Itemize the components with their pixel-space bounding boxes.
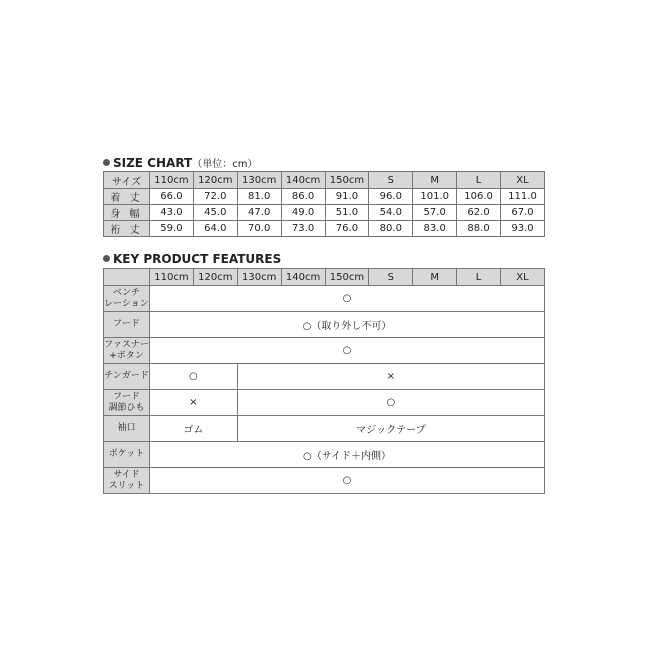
table-row <box>104 205 545 221</box>
row-label: 裄 丈 <box>104 221 150 237</box>
table-row <box>104 442 545 468</box>
bullet-dot-icon <box>103 255 110 262</box>
size-value: 111.0 <box>501 189 545 205</box>
table-row <box>104 189 545 205</box>
size-chart-heading <box>103 156 257 170</box>
row-label <box>104 416 150 442</box>
size-value: 72.0 <box>193 189 237 205</box>
size-chart-title: SIZE CHART <box>113 156 193 170</box>
size-col-header: L <box>457 172 501 189</box>
size-corner-cell: サイズ <box>104 172 150 189</box>
size-value: 45.0 <box>193 205 237 221</box>
size-col-header: 110cm <box>150 172 194 189</box>
feature-value: ○（取り外し不可） <box>150 312 545 338</box>
size-value: 93.0 <box>501 221 545 237</box>
size-chart-section <box>103 171 545 237</box>
features-title: KEY PRODUCT FEATURES <box>113 252 282 266</box>
feature-value: ○（サイド＋内側） <box>150 442 545 468</box>
row-label <box>104 364 150 390</box>
bullet-dot-icon <box>103 159 110 166</box>
size-value: 101.0 <box>413 189 457 205</box>
size-value: 76.0 <box>325 221 369 237</box>
size-value: 51.0 <box>325 205 369 221</box>
feature-value-kids: ○ <box>150 364 238 390</box>
feature-value-adult: マジックテープ <box>237 416 544 442</box>
table-row <box>104 312 545 338</box>
row-label-line: ファスナー <box>104 339 149 350</box>
size-value: 43.0 <box>150 205 194 221</box>
size-value: 62.0 <box>457 205 501 221</box>
size-chart-table <box>103 171 545 237</box>
features-col-header: S <box>369 269 413 286</box>
table-row <box>104 338 545 364</box>
row-label-line: チンガード <box>104 371 149 381</box>
row-label-line: ベンチ <box>112 287 140 298</box>
size-col-header: XL <box>501 172 545 189</box>
feature-value-kids: ゴム <box>150 416 238 442</box>
size-value: 66.0 <box>150 189 194 205</box>
size-value: 106.0 <box>457 189 501 205</box>
row-label-line: +ボタン <box>109 350 144 361</box>
size-value: 81.0 <box>237 189 281 205</box>
size-value: 57.0 <box>413 205 457 221</box>
features-col-header: 140cm <box>281 269 325 286</box>
feature-value-kids: × <box>150 390 238 416</box>
feature-value: ○ <box>150 338 545 364</box>
features-col-header: XL <box>501 269 545 286</box>
size-value: 70.0 <box>237 221 281 237</box>
size-value: 47.0 <box>237 205 281 221</box>
size-value: 67.0 <box>501 205 545 221</box>
size-chart-unit: （単位：cm） <box>192 159 258 170</box>
size-col-header: 120cm <box>193 172 237 189</box>
row-label-line: 袖口 <box>117 423 136 433</box>
row-label-line: ポケット <box>108 449 145 459</box>
row-label-line: レーション <box>104 298 149 309</box>
features-section <box>103 268 545 494</box>
size-value: 73.0 <box>281 221 325 237</box>
row-label-line: フード <box>113 391 140 402</box>
table-row <box>104 468 545 494</box>
size-col-header: M <box>413 172 457 189</box>
size-value: 96.0 <box>369 189 413 205</box>
features-corner-cell <box>104 269 150 286</box>
row-label: 身 幅 <box>104 205 150 221</box>
features-col-header: 110cm <box>150 269 194 286</box>
features-heading <box>103 252 281 266</box>
table-row <box>104 221 545 237</box>
row-label <box>104 286 150 312</box>
feature-value: ○ <box>150 468 545 494</box>
row-label-line: 調節ひも <box>108 402 145 413</box>
features-header-row <box>104 269 545 286</box>
size-value: 88.0 <box>457 221 501 237</box>
row-label-line: スリット <box>108 480 145 491</box>
size-col-header: 140cm <box>281 172 325 189</box>
size-value: 83.0 <box>413 221 457 237</box>
size-col-header: 150cm <box>325 172 369 189</box>
row-label: 着 丈 <box>104 189 150 205</box>
feature-value-adult: ○ <box>237 390 544 416</box>
row-label <box>104 390 150 416</box>
size-value: 59.0 <box>150 221 194 237</box>
row-label-line: サイド <box>113 469 140 480</box>
features-col-header: L <box>457 269 501 286</box>
features-col-header: 130cm <box>237 269 281 286</box>
table-row <box>104 416 545 442</box>
size-value: 64.0 <box>193 221 237 237</box>
size-value: 91.0 <box>325 189 369 205</box>
row-label-line: フード <box>113 319 140 329</box>
row-label <box>104 442 150 468</box>
size-col-header: S <box>369 172 413 189</box>
features-col-header: 150cm <box>325 269 369 286</box>
feature-value: ○ <box>150 286 545 312</box>
row-label <box>104 338 150 364</box>
feature-value-adult: × <box>237 364 544 390</box>
row-label <box>104 468 150 494</box>
size-header-row <box>104 172 545 189</box>
size-value: 49.0 <box>281 205 325 221</box>
size-value: 86.0 <box>281 189 325 205</box>
size-col-header: 130cm <box>237 172 281 189</box>
table-row <box>104 390 545 416</box>
size-value: 80.0 <box>369 221 413 237</box>
size-value: 54.0 <box>369 205 413 221</box>
table-row <box>104 364 545 390</box>
table-row <box>104 286 545 312</box>
features-col-header: M <box>413 269 457 286</box>
row-label <box>104 312 150 338</box>
features-table <box>103 268 545 494</box>
features-col-header: 120cm <box>193 269 237 286</box>
